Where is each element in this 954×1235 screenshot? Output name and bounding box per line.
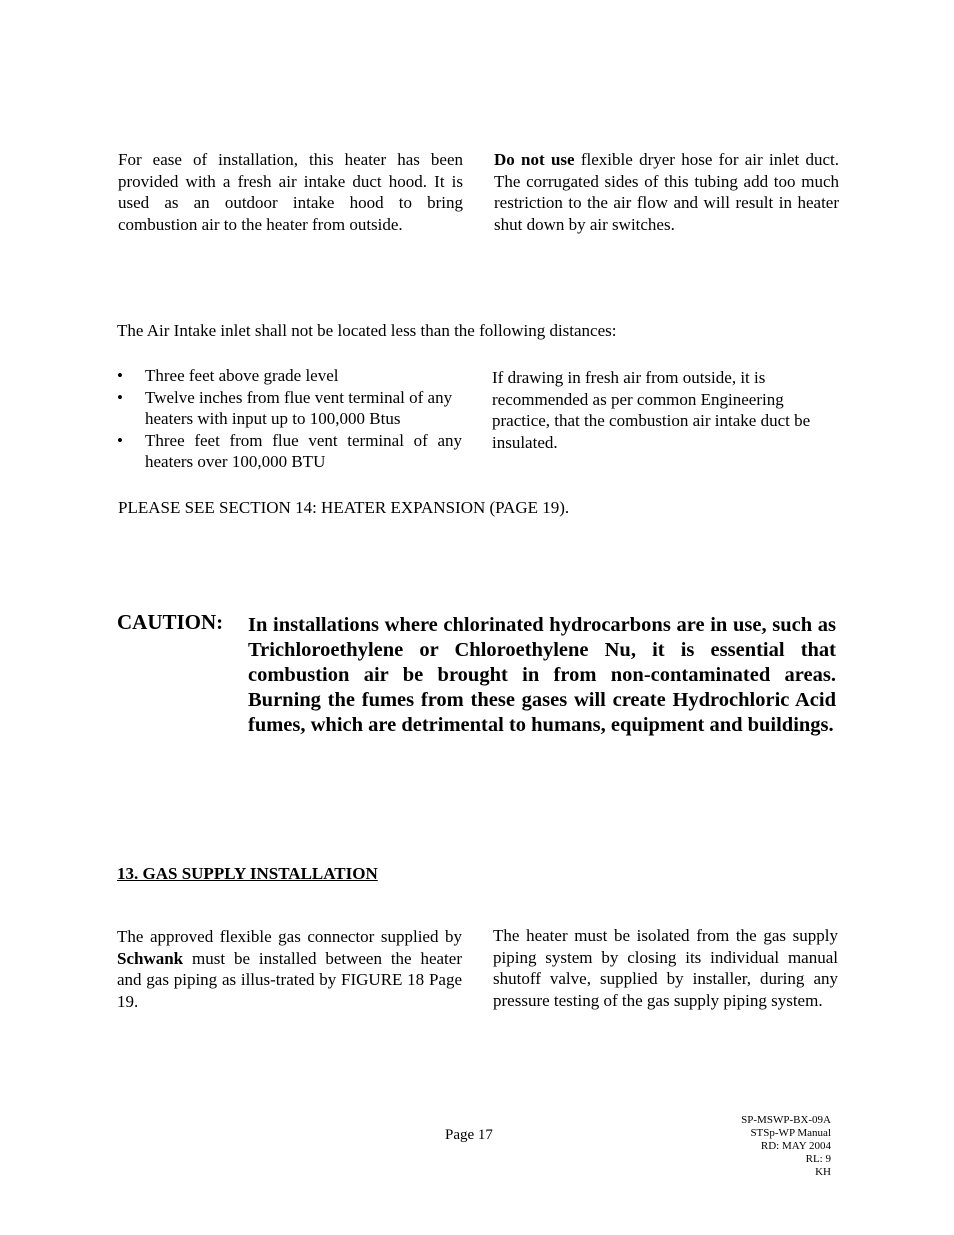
doc-revision-date: RD: MAY 2004 [760, 1140, 831, 1152]
list-item: • Three feet above grade level [117, 365, 462, 387]
schwank-emphasis: Schwank [117, 948, 184, 968]
list-item: • Twelve inches from flue vent terminal of any heaters with input up to 100,000 Btus [117, 387, 462, 430]
gas-left-post: must be installed between the heater and gas piping as illus-trated by FIGURE 18 Page 19. [117, 948, 462, 1011]
distances-list-container [117, 365, 462, 473]
page-number: Page 17 [445, 1127, 493, 1143]
list-item: • Three feet from flue vent terminal of any heaters over 100,000 BTU [117, 430, 462, 473]
fresh-air-paragraph: If drawing in fresh air from outside, it is recommended as per common Engineering practice, that the combustion air intake duct be insulated. [492, 368, 811, 452]
doc-revision-level: RL: 9 [805, 1153, 831, 1165]
caution-label: CAUTION: [117, 610, 224, 634]
section-heading: 13. GAS SUPPLY INSTALLATION [117, 864, 378, 883]
document-info [741, 1114, 831, 1179]
gas-supply-right-paragraph: The heater must be isolated from the gas supply piping system by closing its individual manual shutoff valve, supplied by installer, during any pressure testing of the gas supply piping system. [493, 926, 838, 1010]
intro-right-text: flexible dryer hose for air inlet duct. The corrugated sides of this tubing add too much restriction to the air flow and will result in heater shut down by air switches. [494, 150, 839, 234]
see-section-note: PLEASE SEE SECTION 14: HEATER EXPANSION (PAGE 19). [118, 498, 570, 517]
gas-supply-left-paragraph [117, 926, 462, 1012]
caution-text: In installations where chlorinated hydrocarbons are in use, such as Trichloroethylene or Chloroethylene Nu, it is essential that combustion air be brought in from non-contaminated areas. Burning the fumes from these gases will create Hydrochloric Acid fumes, which are detrimental to humans, equipment and buildings. [248, 614, 836, 736]
doc-initials: KH [815, 1166, 831, 1178]
intro-right-paragraph [494, 149, 839, 235]
doc-manual: STSp-WP Manual [750, 1127, 831, 1139]
doc-code: SP-MSWP-BX-09A [741, 1114, 831, 1126]
distances-list [117, 365, 462, 473]
distances-intro: The Air Intake inlet shall not be located less than the following distances: [117, 321, 617, 340]
gas-left-pre: The approved flexible gas connector supplied by [117, 927, 462, 946]
intro-left-paragraph: For ease of installation, this heater has been provided with a fresh air intake duct hood. It is used as an outdoor intake hood to bring combustion air to the heater from outside. [118, 150, 463, 234]
do-not-use-emphasis: Do not use [494, 150, 575, 169]
